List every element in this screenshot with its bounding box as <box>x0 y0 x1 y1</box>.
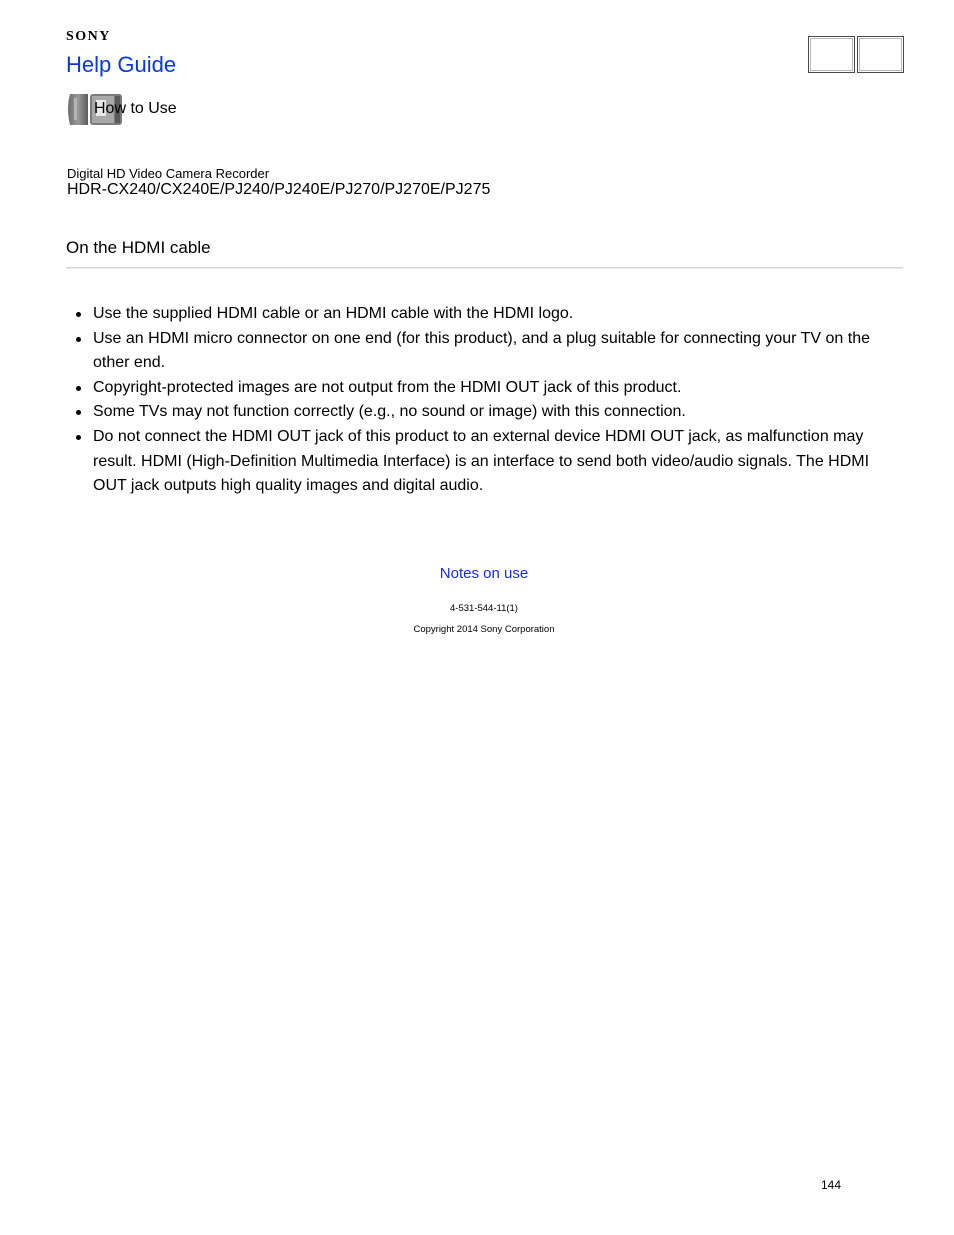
product-type: Digital HD Video Camera Recorder <box>67 166 270 181</box>
copyright-text: Copyright 2014 Sony Corporation <box>413 624 555 635</box>
list-item: Copyright-protected images are not output from the HDMI OUT jack of this product. <box>93 376 903 401</box>
title-divider <box>66 267 903 269</box>
previous-button[interactable] <box>808 36 855 73</box>
list-item: Do not connect the HDMI OUT jack of this product to an external device HDMI OUT jack, as malfunction may result. HDMI (High-Definition Multimedia Interface) is an interface to send both video/audio signals. The HDMI OUT jack outputs high quality images and digital audio. <box>93 425 903 499</box>
sony-logo: SONY <box>66 29 111 44</box>
page-title: On the HDMI cable <box>66 238 211 257</box>
category-label: How to Use <box>94 100 177 117</box>
notes-on-use-link[interactable]: Notes on use <box>439 565 529 582</box>
help-guide-link[interactable]: Help Guide <box>66 52 177 77</box>
document-number: 4-531-544-11(1) <box>450 603 518 614</box>
notes-list <box>93 302 903 499</box>
nav-buttons <box>808 36 906 73</box>
list-item: Use the supplied HDMI cable or an HDMI cable with the HDMI logo. <box>93 302 903 327</box>
model-list: HDR-CX240/CX240E/PJ240/PJ240E/PJ270/PJ270E/PJ275 <box>67 181 491 198</box>
list-item: Use an HDMI micro connector on one end (for this product), and a plug suitable for connecting your TV on the other end. <box>93 327 903 376</box>
list-item: Some TVs may not function correctly (e.g., no sound or image) with this connection. <box>93 400 903 425</box>
page-number: 144 <box>821 1178 842 1192</box>
next-button[interactable] <box>857 36 904 73</box>
